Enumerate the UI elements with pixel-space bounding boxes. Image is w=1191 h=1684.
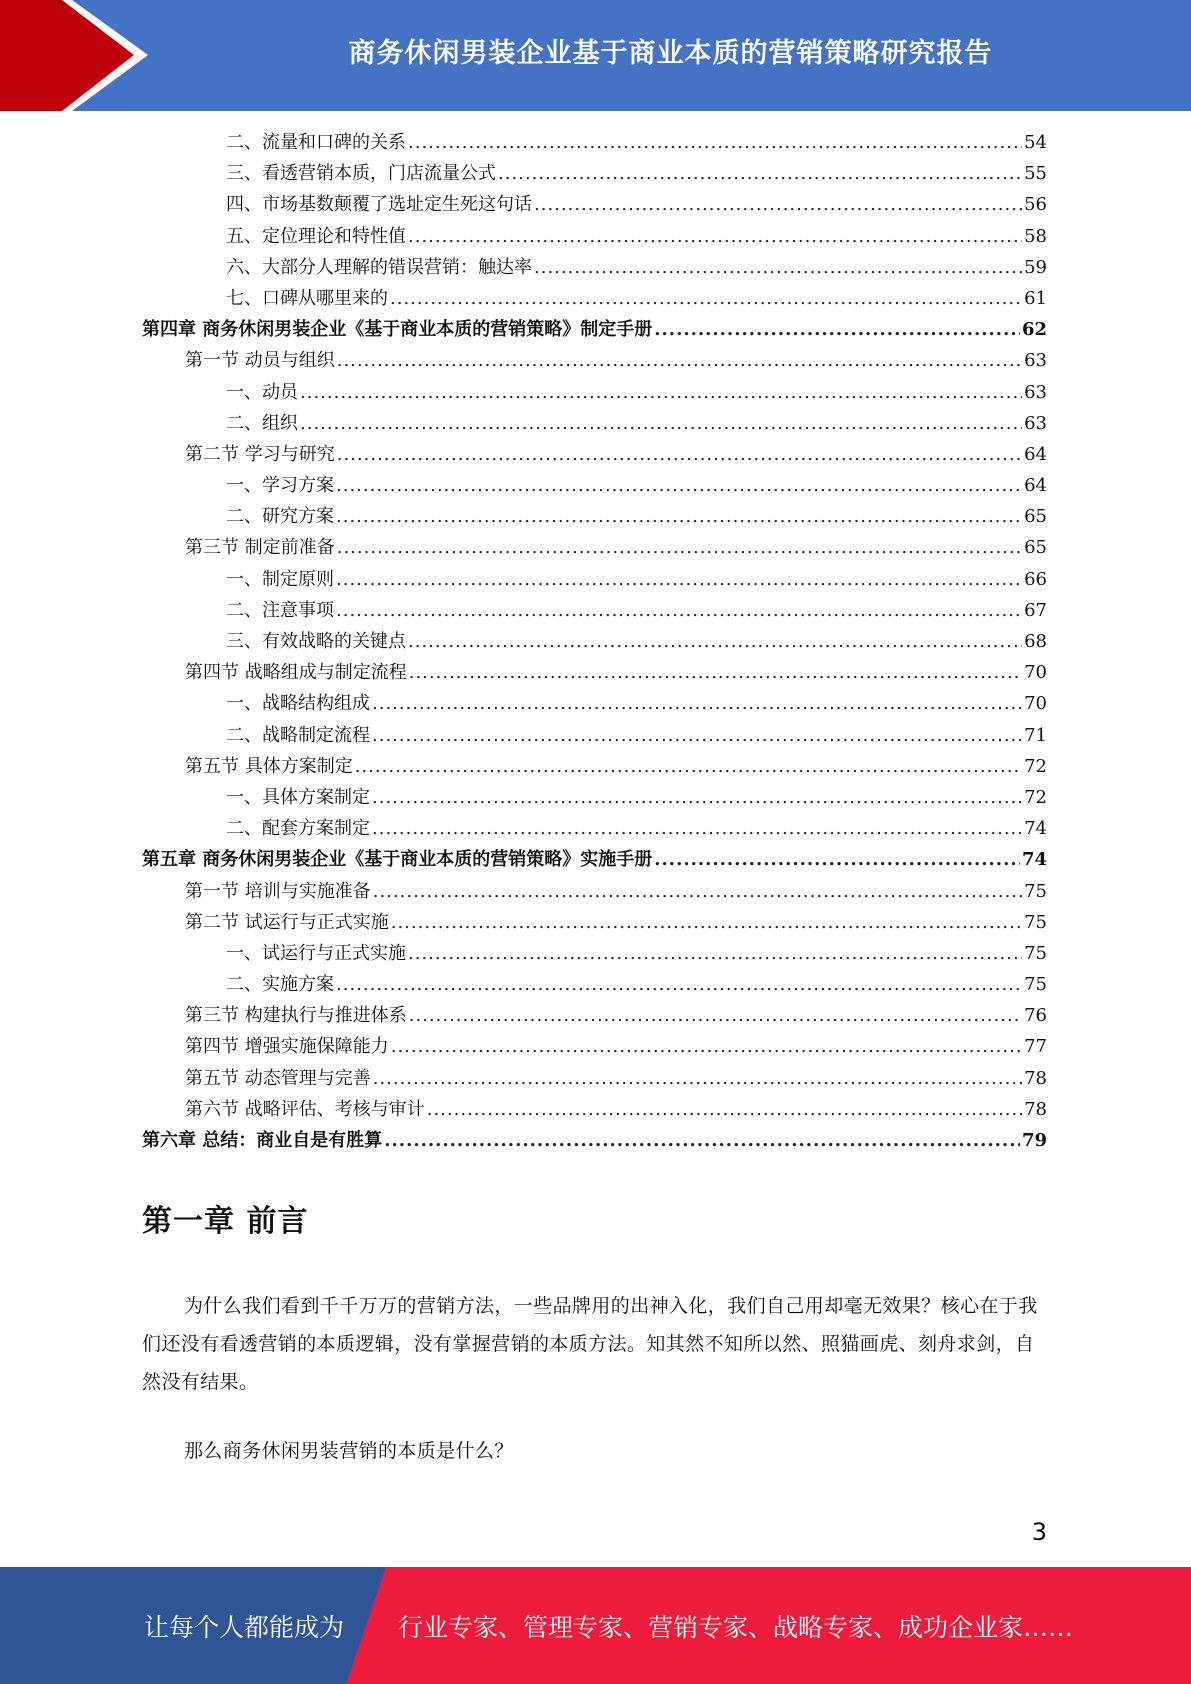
toc-entry[interactable] — [142, 626, 1047, 657]
toc-entry-page: 66 — [1024, 568, 1047, 590]
toc-entry-page: 56 — [1024, 194, 1047, 216]
toc-dot-leader — [384, 1125, 1020, 1156]
footer-banner — [0, 1567, 1191, 1684]
toc-entry-title: 第二节 学习与研究 — [185, 443, 335, 465]
toc-dot-leader — [409, 657, 1022, 688]
toc-dot-leader — [498, 158, 1022, 189]
toc-dot-leader — [337, 439, 1022, 470]
toc-entry-title: 第四章 商务休闲男装企业《基于商业本质的营销策略》制定手册 — [142, 319, 653, 341]
toc-entry[interactable] — [142, 470, 1047, 501]
toc-entry-title: 二、战略制定流程 — [226, 724, 370, 746]
toc-dot-leader — [336, 501, 1022, 532]
toc-entry-title: 第三节 制定前准备 — [185, 537, 335, 559]
toc-entry-page: 63 — [1024, 350, 1047, 372]
toc-entry-page: 75 — [1024, 942, 1047, 964]
toc-entry-title: 第六章 总结：商业自是有胜算 — [142, 1130, 383, 1151]
toc-entry-page: 70 — [1024, 693, 1047, 715]
toc-entry-page: 54 — [1024, 132, 1047, 153]
toc-dot-leader — [408, 938, 1022, 969]
toc-entry-page: 58 — [1024, 225, 1047, 247]
footer-slogan-left: 让每个人都能成为 — [144, 1612, 345, 1642]
toc-entry-title: 一、学习方案 — [226, 475, 334, 497]
toc-entry-page: 72 — [1024, 786, 1047, 808]
toc-entry[interactable] — [142, 720, 1047, 751]
toc-entry-title: 第四节 增强实施保障能力 — [185, 1036, 389, 1058]
toc-dot-leader — [408, 626, 1022, 657]
body-paragraph: 那么商务休闲男装营销的本质是什么？ — [184, 1440, 514, 1462]
toc-entry-title: 一、制定原则 — [226, 568, 334, 590]
toc-entry[interactable] — [142, 813, 1047, 844]
toc-entry-page: 78 — [1024, 1098, 1047, 1120]
toc-entry-title: 三、看透营销本质，门店流量公式 — [226, 163, 496, 185]
toc-entry-title: 第六节 战略评估、考核与审计 — [185, 1098, 425, 1120]
toc-entry[interactable] — [142, 1000, 1047, 1031]
toc-entry-title: 五、定位理论和特性值 — [226, 225, 406, 247]
toc-entry-title: 一、动员 — [226, 381, 298, 403]
toc-entry-page: 65 — [1024, 537, 1047, 559]
toc-entry-page: 76 — [1024, 1005, 1047, 1027]
toc-dot-leader — [373, 876, 1022, 907]
toc-entry[interactable] — [142, 377, 1047, 408]
toc-entry-page: 72 — [1024, 755, 1047, 777]
toc-entry-title: 七、口碑从哪里来的 — [226, 287, 388, 309]
toc-entry-title: 第三节 构建执行与推进体系 — [185, 1005, 407, 1027]
toc-entry[interactable] — [142, 252, 1047, 283]
toc-entry-title: 第一节 培训与实施准备 — [185, 880, 371, 902]
toc-entry-page: 78 — [1024, 1067, 1047, 1089]
toc-entry[interactable] — [142, 688, 1047, 719]
toc-entry-page: 70 — [1024, 662, 1047, 684]
toc-dot-leader — [372, 688, 1022, 719]
toc-entry[interactable] — [142, 127, 1047, 158]
toc-dot-leader — [336, 595, 1022, 626]
toc-dot-leader — [372, 813, 1022, 844]
toc-entry[interactable] — [142, 938, 1047, 969]
table-of-contents — [142, 127, 1047, 1156]
toc-entry[interactable] — [142, 1094, 1047, 1125]
toc-entry-page: 65 — [1024, 506, 1047, 528]
toc-entry-page: 79 — [1021, 1130, 1047, 1151]
toc-entry-title: 第五节 具体方案制定 — [185, 755, 353, 777]
page-number: 3 — [1031, 1518, 1047, 1546]
toc-dot-leader — [408, 221, 1022, 252]
toc-entry[interactable] — [142, 1031, 1047, 1062]
toc-entry[interactable] — [142, 314, 1047, 345]
toc-entry-page: 75 — [1024, 974, 1047, 996]
chapter-title: 第一章 前言 — [142, 1204, 309, 1239]
toc-entry-title: 一、战略结构组成 — [226, 693, 370, 715]
document-title: 商务休闲男装企业基于商业本质的营销策略研究报告 — [348, 37, 993, 69]
toc-entry[interactable] — [142, 751, 1047, 782]
toc-dot-leader — [390, 283, 1022, 314]
toc-entry[interactable] — [142, 532, 1047, 563]
toc-entry-title: 二、流量和口碑的关系 — [226, 132, 406, 153]
toc-entry-title: 六、大部分人理解的错误营销：触达率 — [226, 256, 532, 278]
toc-entry[interactable] — [142, 1125, 1047, 1156]
toc-dot-leader — [337, 532, 1022, 563]
toc-entry-page: 77 — [1024, 1036, 1047, 1058]
toc-dot-leader — [372, 720, 1022, 751]
toc-entry[interactable] — [142, 221, 1047, 252]
toc-dot-leader — [654, 844, 1020, 875]
toc-dot-leader — [391, 1031, 1022, 1062]
toc-entry-page: 63 — [1024, 381, 1047, 403]
toc-dot-leader — [336, 564, 1022, 595]
toc-entry-page: 68 — [1024, 631, 1047, 652]
toc-dot-leader — [355, 751, 1022, 782]
toc-entry-title: 二、组织 — [226, 412, 298, 434]
toc-dot-leader — [336, 470, 1022, 501]
toc-dot-leader — [408, 127, 1022, 158]
toc-entry-title: 第二节 试运行与正式实施 — [185, 911, 389, 933]
toc-entry-title: 第一节 动员与组织 — [185, 350, 335, 372]
toc-entry[interactable] — [142, 595, 1047, 626]
toc-entry[interactable] — [142, 501, 1047, 532]
toc-dot-leader — [300, 408, 1022, 439]
toc-entry[interactable] — [142, 189, 1047, 220]
toc-entry-page: 62 — [1021, 319, 1047, 341]
toc-entry[interactable] — [142, 907, 1047, 938]
toc-entry-title: 二、配套方案制定 — [226, 818, 370, 840]
toc-entry-title: 一、具体方案制定 — [226, 786, 370, 808]
toc-entry[interactable] — [142, 158, 1047, 189]
toc-entry-title: 二、实施方案 — [226, 974, 334, 996]
footer-slogan-right: 行业专家、管理专家、营销专家、战略专家、成功企业家…… — [398, 1612, 1074, 1642]
toc-entry[interactable] — [142, 439, 1047, 470]
toc-entry-page: 63 — [1024, 412, 1047, 434]
toc-entry[interactable] — [142, 876, 1047, 907]
toc-dot-leader — [337, 345, 1022, 376]
toc-entry-page: 75 — [1024, 880, 1047, 902]
toc-entry[interactable] — [142, 408, 1047, 439]
toc-dot-leader — [409, 1000, 1022, 1031]
toc-entry-page: 74 — [1024, 818, 1047, 840]
toc-entry-page: 71 — [1024, 724, 1047, 746]
toc-entry-title: 二、研究方案 — [226, 506, 334, 528]
toc-dot-leader — [534, 189, 1022, 220]
toc-entry[interactable] — [142, 345, 1047, 376]
toc-dot-leader — [372, 782, 1022, 813]
toc-dot-leader — [373, 1063, 1022, 1094]
toc-entry-page: 64 — [1024, 475, 1047, 497]
toc-entry-page: 61 — [1024, 287, 1047, 309]
toc-entry-page: 67 — [1024, 599, 1047, 621]
toc-dot-leader — [534, 252, 1022, 283]
toc-entry-page: 75 — [1024, 911, 1047, 933]
toc-entry-page: 59 — [1024, 256, 1047, 278]
toc-entry-page: 64 — [1024, 443, 1047, 465]
toc-entry-title: 四、市场基数颠覆了选址定生死这句话 — [226, 194, 532, 216]
toc-dot-leader — [427, 1094, 1022, 1125]
toc-entry-title: 三、有效战略的关键点 — [226, 631, 406, 652]
toc-entry-page: 55 — [1024, 163, 1047, 185]
toc-entry[interactable] — [142, 844, 1047, 875]
toc-dot-leader — [336, 969, 1022, 1000]
toc-entry[interactable] — [142, 969, 1047, 1000]
toc-entry[interactable] — [142, 1063, 1047, 1094]
toc-entry[interactable] — [142, 657, 1047, 688]
toc-entry-title: 一、试运行与正式实施 — [226, 942, 406, 964]
toc-dot-leader — [391, 907, 1022, 938]
toc-entry[interactable] — [142, 283, 1047, 314]
toc-entry-title: 第五节 动态管理与完善 — [185, 1067, 371, 1089]
body-paragraph: 为什么我们看到千千万万的营销方法，一些品牌用的出神入化，我们自己用却毫无效果？核心在于我们还没有看透营销的本质逻辑，没有掌握营销的本质方法。知其然不知所以然、照猫画虎、刻舟求剑，自然没有结果。 — [142, 1295, 1038, 1393]
toc-dot-leader — [300, 377, 1022, 408]
toc-dot-leader — [654, 314, 1020, 345]
toc-entry[interactable] — [142, 782, 1047, 813]
toc-entry[interactable] — [142, 564, 1047, 595]
header-banner — [0, 0, 1191, 111]
toc-entry-page: 74 — [1021, 849, 1047, 871]
toc-entry-title: 二、注意事项 — [226, 599, 334, 621]
toc-entry-title: 第四节 战略组成与制定流程 — [185, 662, 407, 684]
toc-entry-title: 第五章 商务休闲男装企业《基于商业本质的营销策略》实施手册 — [142, 849, 653, 871]
